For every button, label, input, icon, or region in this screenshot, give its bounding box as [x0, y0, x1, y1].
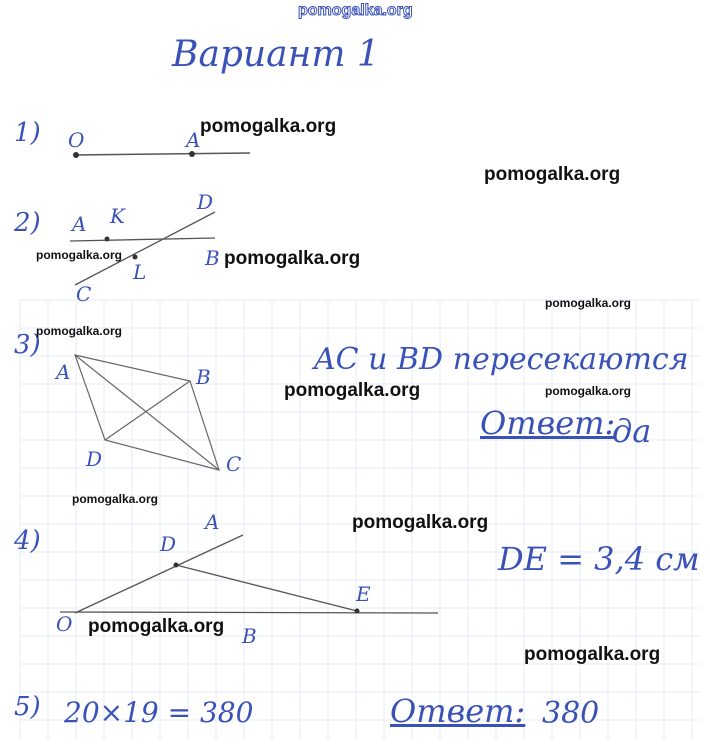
- watermark: pomogalka.org: [545, 296, 632, 310]
- label-b: B: [205, 246, 220, 270]
- task-5-number: 5): [14, 692, 41, 722]
- label-o: O: [68, 128, 85, 152]
- label-c: C: [226, 452, 242, 476]
- watermark: pomogalka.org: [352, 512, 489, 533]
- label-l: L: [133, 260, 147, 284]
- watermark: pomogalka.org: [72, 492, 159, 506]
- point-d: [174, 563, 179, 568]
- label-d: D: [160, 532, 177, 556]
- watermark: pomogalka.org: [224, 248, 361, 269]
- watermark: pomogalka.org: [88, 616, 225, 637]
- ray-ob: [60, 612, 438, 613]
- point-o: [73, 152, 79, 158]
- watermark: pomogalka.org: [484, 164, 621, 185]
- page-title: Вариант 1: [172, 34, 380, 75]
- label-d: D: [86, 447, 103, 471]
- segment-oa: [74, 153, 250, 155]
- label-b: B: [242, 624, 257, 648]
- label-c: C: [76, 282, 92, 306]
- task-3-number: 3): [14, 330, 41, 360]
- watermark: pomogalka.org: [36, 248, 123, 262]
- line-ab: [70, 238, 215, 241]
- watermark: pomogalka.org: [524, 644, 661, 665]
- segment-de: [176, 565, 357, 611]
- watermark: pomogalka.org: [36, 324, 123, 338]
- label-a: A: [186, 128, 201, 152]
- watermark: pomogalka.org: [284, 380, 421, 401]
- task-3-statement: AC и BD пересекаются: [314, 342, 689, 377]
- watermark: pomogalka.org: [545, 384, 632, 398]
- task-5-answer: 380: [542, 696, 600, 731]
- task-1-number: 1): [14, 118, 41, 148]
- task-4-result: DE = 3,4 см: [498, 540, 700, 578]
- task-3-answer-label: Ответ:: [480, 404, 616, 442]
- label-e: E: [356, 582, 371, 606]
- task-5-answer-label: Ответ:: [390, 692, 526, 730]
- point-k: [105, 237, 110, 242]
- task-5-expression: 20×19 = 380: [64, 696, 254, 729]
- label-k: K: [110, 204, 125, 228]
- watermark-top: pomogalka.org: [298, 2, 413, 19]
- ray-oa: [75, 535, 243, 613]
- label-a: A: [205, 510, 220, 534]
- label-a: A: [72, 212, 87, 236]
- task-4-number: 4): [14, 526, 41, 556]
- label-a: A: [56, 360, 71, 384]
- task-3-answer: да: [612, 412, 652, 450]
- label-d: D: [197, 190, 214, 214]
- watermark: pomogalka.org: [200, 116, 337, 137]
- task-2-number: 2): [14, 208, 41, 238]
- point-l: [133, 255, 138, 260]
- point-e: [355, 609, 360, 614]
- label-o: O: [56, 612, 73, 636]
- label-b: B: [196, 365, 211, 389]
